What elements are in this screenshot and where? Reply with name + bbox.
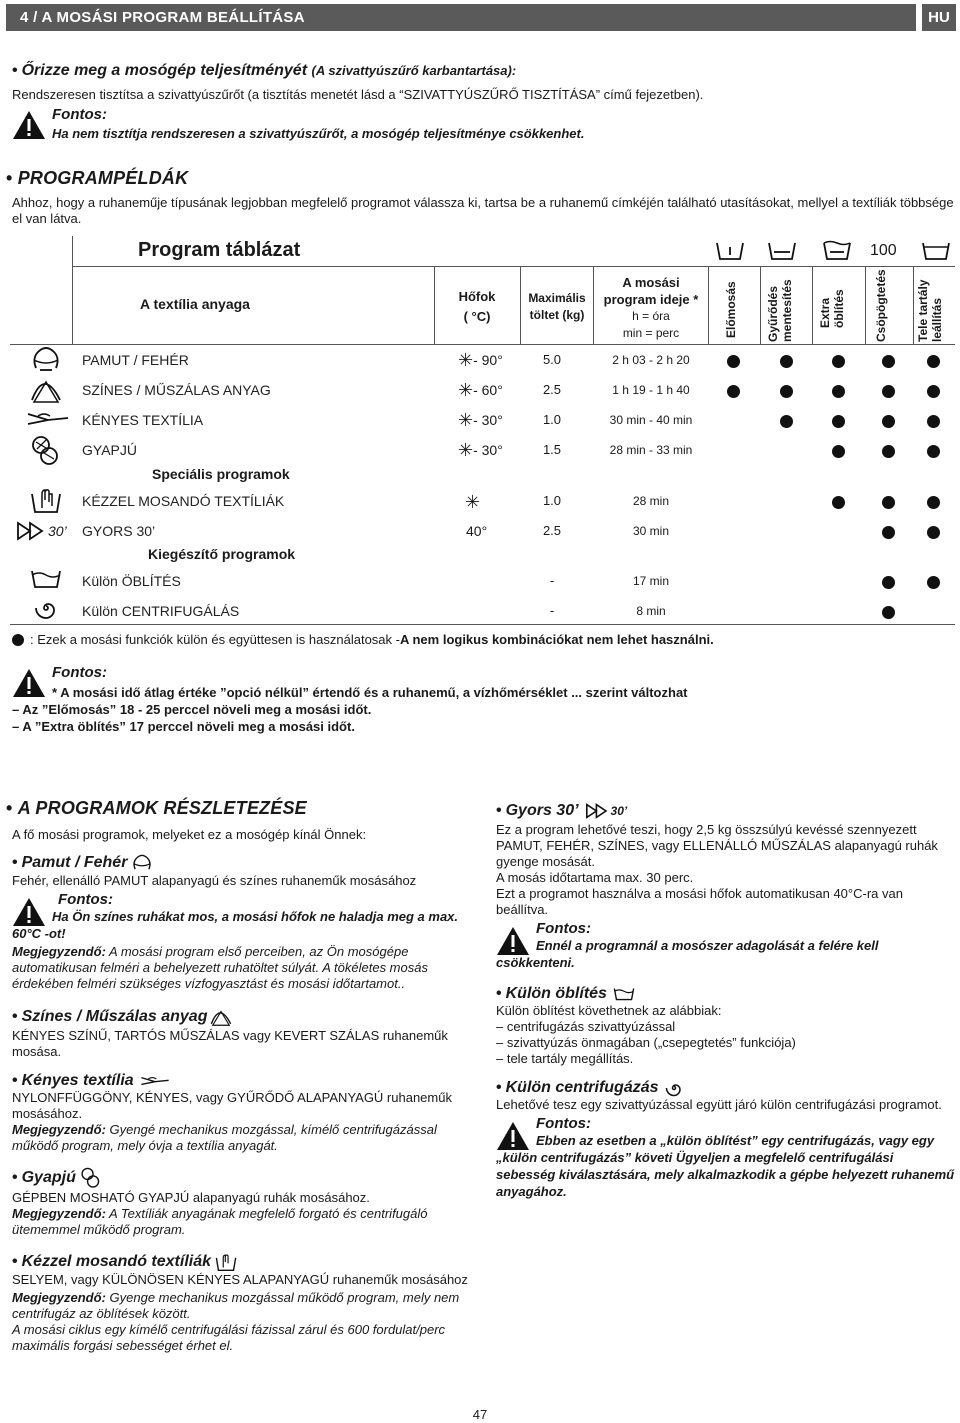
load-cell: 5.0 xyxy=(542,352,562,367)
crease-tub-icon xyxy=(768,242,796,260)
col-full-tank: Tele tartály leállítás xyxy=(916,279,944,342)
option-dot xyxy=(832,445,845,458)
row-name: SZÍNES / MŰSZÁLAS ANYAG xyxy=(82,382,271,398)
temp-cell: ✳ - 60° xyxy=(458,380,503,400)
time-cell: 2 h 03 - 2 h 20 xyxy=(612,353,690,367)
option-dot xyxy=(882,355,895,368)
option-dot xyxy=(832,385,845,398)
synthetic-icon xyxy=(30,376,62,404)
delicate-heading: • Kényes textília xyxy=(6,1072,476,1090)
delicate-text: NYLONFFÜGGÖNY, KÉNYES, vagy GYŰRŐDŐ ALAPANYAGÚ ruhaneműk mosásához. xyxy=(12,1090,452,1121)
wool-icon xyxy=(80,1166,102,1190)
row-name: KÉNYES TEXTÍLIA xyxy=(82,412,204,428)
table-legend: : Ezek a mosási funkciók külön és együttesen is használatosak - A nem logikus kombinációkat nem lehet használni. xyxy=(12,632,714,647)
time-cell: 8 min xyxy=(636,604,666,618)
option-dot xyxy=(882,385,895,398)
delicate-note: Megjegyzendő: Gyengé mechanikus mozgással, kímélő centrifugázással működő program, mely óvja a textília anyagát. xyxy=(12,1122,437,1153)
table-notes: * A mosási idő átlag értéke ”opció nélkül” értendő és a ruhanemű, a vízhőmérséklet ... szerint változhat – Az ”Előmosás” 18 - 25 perccel növeli meg a mosási időt. – A ”Extra öblítés” 17 perccel növeli meg a mosási időt. xyxy=(12,685,688,734)
cotton-heading: • Pamut / Fehér xyxy=(6,853,476,873)
quick-text: Ez a program lehetővé teszi, hogy 2,5 kg összsúlyú kevéssé szennyezett PAMUT, FEHÉR, SZÍNES, vagy ELLENÁLLÓ MŰSZÁLAS alapanyagú ruhák gyenge mosását. xyxy=(496,822,938,869)
cotton-icon xyxy=(131,853,153,873)
option-dot xyxy=(882,526,895,539)
examples-heading: • PROGRAMPÉLDÁK xyxy=(6,168,189,188)
cotton-warning: Fontos: Ha Ön színes ruhákat mos, a mosási hőfok ne haladja meg a max. 60°C -ot! xyxy=(12,891,459,941)
details-right-column xyxy=(496,802,956,1200)
details-heading: • A PROGRAMOK RÉSZLETEZÉSE xyxy=(6,798,307,818)
option-dot xyxy=(927,496,940,509)
cotton-note: Megjegyzendő: A mosási program első perceiben, az Ön mosógépe automatikusan felméri a behelyezett ruhatöltet súlyát. A tökéletes mosás érdekében felméri szükséges vízfogyasztást és mosási időtartamot.. xyxy=(12,944,428,991)
max-temp-icon: ✳ xyxy=(458,350,474,370)
option-dot xyxy=(927,576,940,589)
maintenance-warning: Ha nem tisztítja rendszeresen a szivattyúszűrőt, a mosógép teljesítménye csökkenhet. xyxy=(52,126,585,141)
rinse-list xyxy=(496,1019,956,1067)
col-load: Maximális töltet (kg) xyxy=(528,291,586,322)
load-cell: 1.0 xyxy=(542,412,562,427)
handwash-icon xyxy=(30,486,62,514)
list-item: – tele tartály megállítás. xyxy=(496,1051,634,1066)
rinse-icon xyxy=(30,569,62,589)
rinse-icon xyxy=(613,987,635,1001)
time-cell: 30 min xyxy=(632,524,670,538)
option-dot xyxy=(727,355,740,368)
handwash-text: SELYEM, vagy KÜLÖNÖSEN KÉNYES ALAPANYAGÚ ruhaneműk mosásához xyxy=(12,1272,468,1287)
col-textile: A textília anyaga xyxy=(140,296,250,312)
delicate-icon xyxy=(140,1073,170,1089)
col-time: A mosási program ideje * h = óra min = perc xyxy=(603,275,699,340)
cotton-icon xyxy=(30,346,62,372)
handwash-heading: • Kézzel mosandó textíliák xyxy=(6,1252,476,1272)
rinse-heading: • Külön öblítés xyxy=(496,985,956,1003)
temp-cell: ✳ - 30° xyxy=(458,440,503,460)
synthetic-text: KÉNYES SZÍNŰ, TARTÓS MŰSZÁLAS vagy KEVERT SZÁLAS ruhaneműk mosása. xyxy=(12,1028,448,1059)
load-cell: 1.5 xyxy=(542,442,562,457)
load-cell: 1.0 xyxy=(542,493,562,508)
load-cell: - xyxy=(549,573,555,588)
warning-icon xyxy=(12,897,46,927)
option-dot xyxy=(882,415,895,428)
option-dot xyxy=(882,496,895,509)
row-name: PAMUT / FEHÉR xyxy=(82,352,189,368)
time-cell: 17 min xyxy=(632,574,670,588)
row-name: Külön ÖBLÍTÉS xyxy=(82,573,181,589)
handwash-icon xyxy=(215,1252,237,1272)
handwash-note: Megjegyzendő: Gyenge mechanikus mozgással működő program, mely nem centrifugáz az öblítések között. xyxy=(12,1290,460,1321)
full-tub-icon xyxy=(922,242,950,260)
list-item: – centrifugázás szivattyúzással xyxy=(496,1019,676,1034)
option-dot xyxy=(927,526,940,539)
quick-text-2: A mosás időtartama max. 30 perc. xyxy=(496,870,694,885)
details-left-column xyxy=(6,798,476,1354)
handwash-note-2: A mosási ciklus egy kímélő centrifugálási fázissal zárul és 600 fordulat/perc maximális forgási sebességet érhet el. xyxy=(12,1322,446,1353)
load-cell: 2.5 xyxy=(542,382,562,397)
time-cell: 1 h 19 - 1 h 40 xyxy=(612,383,690,397)
col-extra-rinse: Extra öblítés xyxy=(818,289,846,328)
option-dot xyxy=(927,445,940,458)
option-dot xyxy=(780,415,793,428)
load-cell: 2.5 xyxy=(542,523,562,538)
details-intro: A fő mosási programok, melyeket ez a mosógép kínál Önnek: xyxy=(12,827,367,842)
quick-warning: Fontos: Ennél a programnál a mosószer adagolását a felére kell csökkenteni. xyxy=(496,920,879,970)
time-cell: 28 min xyxy=(632,494,670,508)
fontos-label: Fontos: xyxy=(52,106,107,123)
delicate-icon xyxy=(26,408,70,430)
row-name: Külön CENTRIFUGÁLÁS xyxy=(82,603,240,619)
examples-text: Ahhoz, hogy a ruhaneműje típusának legjobban megfelelő programot válassza ki, tartsa be a ruhanemű címkéjén található utasításokat, mellyel a textíliák többsége el van látva. xyxy=(12,195,954,226)
page-header xyxy=(6,4,956,31)
language-badge: HU xyxy=(922,4,956,31)
fontos-label: Fontos: xyxy=(52,664,107,681)
table-title: Program táblázat xyxy=(138,239,301,261)
header-number: 100 xyxy=(870,242,897,259)
option-dot xyxy=(832,496,845,509)
col-temp: Hőfok ( °C) xyxy=(458,289,496,324)
max-temp-icon: ✳ xyxy=(458,380,474,400)
warning-icon xyxy=(496,1121,530,1151)
row-name: KÉZZEL MOSANDÓ TEXTÍLIÁK xyxy=(82,493,285,509)
prewash-tub-icon xyxy=(716,242,744,260)
row-name: GYORS 30’ xyxy=(82,523,156,539)
spin-text: Lehetővé tesz egy szivattyúzással együtt járó külön centrifugázási programot. xyxy=(496,1097,942,1112)
temp-cell: ✳ - 30° xyxy=(458,410,503,430)
wool-note: Megjegyzendő: A Textíliák anyagának megfelelő forgató és centrifugáló ütememmel működő program. xyxy=(12,1206,428,1237)
program-table xyxy=(10,236,955,626)
list-item: – szivattyúzás önmagában („csepegtetés” funkciója) xyxy=(496,1035,796,1050)
rinse-tub-icon xyxy=(822,240,852,260)
quick-text-3: Ezt a programot használva a mosási hőfok automatikusan 40°C-ra van beállítva. xyxy=(496,886,903,917)
option-dot xyxy=(780,385,793,398)
wool-text: GÉPBEN MOSHATÓ GYAPJÚ alapanyagú ruhák mosásához. xyxy=(12,1190,370,1205)
col-drip: Csöpögtetés xyxy=(874,269,888,342)
option-dot xyxy=(927,385,940,398)
load-cell: - xyxy=(549,603,555,618)
synthetic-heading: • Színes / Műszálas anyag xyxy=(6,1006,476,1028)
temp-cell: ✳ - 90° xyxy=(458,350,503,370)
maintenance-heading: • Őrizze meg a mosógép teljesítményét (A szivattyúszűrő karbantartása): xyxy=(12,62,517,79)
quick30-icon xyxy=(585,803,611,819)
extra-programs-heading: Kiegészítő programok xyxy=(148,546,296,562)
time-cell: 28 min - 33 min xyxy=(609,443,693,457)
option-dot xyxy=(882,445,895,458)
quick-heading: • Gyors 30’ 30’ xyxy=(496,802,628,819)
option-dot xyxy=(882,576,895,589)
warning-icon xyxy=(496,926,530,956)
option-dot xyxy=(727,385,740,398)
spin-icon xyxy=(34,596,58,620)
spin-warning: Fontos: Ebben az esetben a „külön öblítést” egy centrifugázás, vagy egy „külön centrifugázás” követi Ügyeljen a megfelelő centrifugálási sebesség kiválasztására, mely alkalmazkodik a gépbe helyezett ruhanemű anyagához. xyxy=(496,1115,955,1199)
maintenance-text: Rendszeresen tisztítsa a szivattyúszűrőt (a tisztítás menetét lásd a “SZIVATTYÚSZŰRŐ TISZTÍTÁSA” című fejezetben). xyxy=(12,87,704,102)
option-dot xyxy=(832,415,845,428)
max-temp-icon: ✳ xyxy=(465,492,481,512)
rinse-text: Külön öblítést követhetnek az alábbiak: xyxy=(496,1003,722,1018)
col-crease: Gyűrődés mentesítés xyxy=(766,279,794,342)
cotton-text: Fehér, ellenálló PAMUT alapanyagú és színes ruhaneműk mosásához xyxy=(12,873,417,888)
option-dot xyxy=(832,355,845,368)
spin-heading: • Külön centrifugázás xyxy=(496,1079,956,1097)
col-prewash: Előmosás xyxy=(724,281,738,338)
warning-icon xyxy=(12,110,46,140)
quick30-icon: 30’ xyxy=(16,521,67,541)
option-dot xyxy=(882,606,895,619)
section-title: 4 / A MOSÁSI PROGRAM BEÁLLÍTÁSA xyxy=(6,4,916,31)
wool-heading: • Gyapjú xyxy=(6,1166,476,1190)
legend-dot xyxy=(12,634,24,646)
time-cell: 30 min - 40 min xyxy=(609,413,693,427)
temp-cell: 40° xyxy=(466,523,488,539)
spin-icon xyxy=(665,1079,683,1097)
max-temp-icon: ✳ xyxy=(458,410,474,430)
wool-icon xyxy=(30,434,62,468)
synthetic-icon xyxy=(210,1006,232,1028)
special-programs-heading: Speciális programok xyxy=(152,466,290,482)
option-dot xyxy=(927,355,940,368)
option-dot xyxy=(927,415,940,428)
row-name: GYAPJÚ xyxy=(82,442,137,458)
page-number: 47 xyxy=(472,1407,488,1422)
max-temp-icon: ✳ xyxy=(458,440,474,460)
option-dot xyxy=(780,355,793,368)
